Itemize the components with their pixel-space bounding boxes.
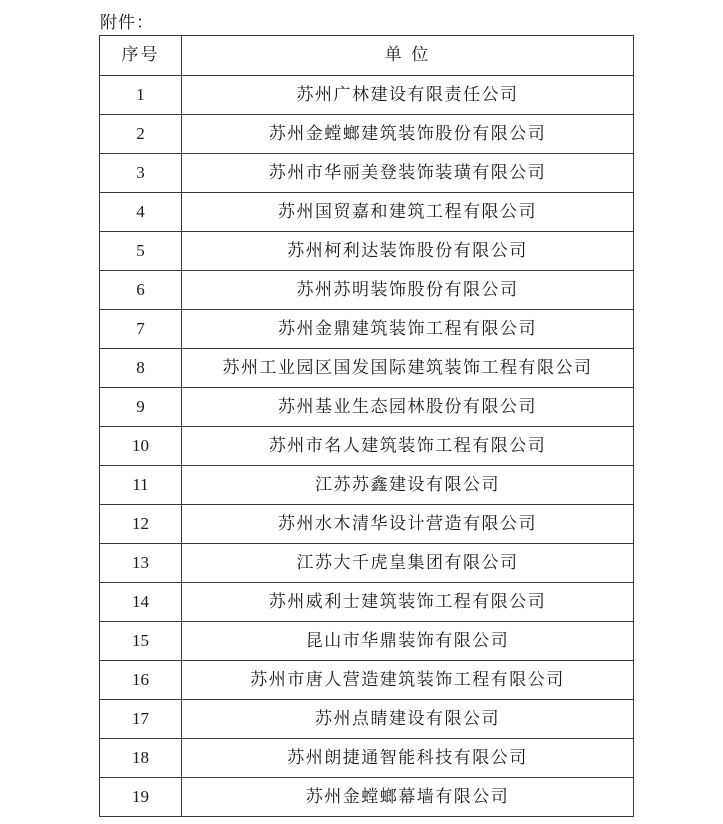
table-row (100, 427, 634, 466)
units-table (99, 35, 634, 817)
table-row (100, 583, 634, 622)
unit-name-cell: 江苏大千虎皇集团有限公司 (182, 544, 634, 583)
serial-number-cell: 13 (100, 544, 182, 583)
header-unit: 单 位 (182, 36, 634, 76)
unit-name-cell: 苏州工业园区国发国际建筑装饰工程有限公司 (182, 349, 634, 388)
unit-name-cell: 苏州金鼎建筑装饰工程有限公司 (182, 310, 634, 349)
unit-name-cell: 江苏苏鑫建设有限公司 (182, 466, 634, 505)
serial-number-cell: 8 (100, 349, 182, 388)
serial-number-cell: 6 (100, 271, 182, 310)
table-row (100, 76, 634, 115)
table-body (100, 76, 634, 817)
unit-name-cell: 苏州水木清华设计营造有限公司 (182, 505, 634, 544)
serial-number-cell: 1 (100, 76, 182, 115)
unit-name-cell: 苏州基业生态园林股份有限公司 (182, 388, 634, 427)
unit-name-cell: 苏州金螳螂幕墙有限公司 (182, 778, 634, 817)
table-row (100, 544, 634, 583)
serial-number-cell: 7 (100, 310, 182, 349)
table-row (100, 388, 634, 427)
table-row (100, 271, 634, 310)
table-row (100, 310, 634, 349)
serial-number-cell: 19 (100, 778, 182, 817)
serial-number-cell: 2 (100, 115, 182, 154)
table-row (100, 193, 634, 232)
unit-name-cell: 苏州国贸嘉和建筑工程有限公司 (182, 193, 634, 232)
table-row (100, 700, 634, 739)
table-row (100, 154, 634, 193)
unit-name-cell: 苏州金螳螂建筑装饰股份有限公司 (182, 115, 634, 154)
serial-number-cell: 14 (100, 583, 182, 622)
unit-name-cell: 苏州市华丽美登装饰装璜有限公司 (182, 154, 634, 193)
unit-name-cell: 苏州苏明装饰股份有限公司 (182, 271, 634, 310)
table-row (100, 622, 634, 661)
unit-name-cell: 苏州朗捷通智能科技有限公司 (182, 739, 634, 778)
serial-number-cell: 18 (100, 739, 182, 778)
serial-number-cell: 3 (100, 154, 182, 193)
serial-number-cell: 12 (100, 505, 182, 544)
unit-name-cell: 苏州柯利达装饰股份有限公司 (182, 232, 634, 271)
table-row (100, 115, 634, 154)
table-row (100, 466, 634, 505)
serial-number-cell: 16 (100, 661, 182, 700)
serial-number-cell: 17 (100, 700, 182, 739)
table-row (100, 349, 634, 388)
unit-name-cell: 苏州市唐人营造建筑装饰工程有限公司 (182, 661, 634, 700)
serial-number-cell: 10 (100, 427, 182, 466)
serial-number-cell: 5 (100, 232, 182, 271)
unit-name-cell: 苏州广林建设有限责任公司 (182, 76, 634, 115)
unit-name-cell: 昆山市华鼎装饰有限公司 (182, 622, 634, 661)
serial-number-cell: 9 (100, 388, 182, 427)
header-serial-number: 序号 (100, 36, 182, 76)
table-row (100, 232, 634, 271)
attachment-label: 附件： (100, 13, 154, 33)
table-row (100, 778, 634, 817)
table-row (100, 505, 634, 544)
table-header-row (100, 36, 634, 76)
unit-name-cell: 苏州点睛建设有限公司 (182, 700, 634, 739)
unit-name-cell: 苏州市名人建筑装饰工程有限公司 (182, 427, 634, 466)
table-row (100, 739, 634, 778)
table-row (100, 661, 634, 700)
serial-number-cell: 4 (100, 193, 182, 232)
serial-number-cell: 15 (100, 622, 182, 661)
unit-name-cell: 苏州威利士建筑装饰工程有限公司 (182, 583, 634, 622)
serial-number-cell: 11 (100, 466, 182, 505)
